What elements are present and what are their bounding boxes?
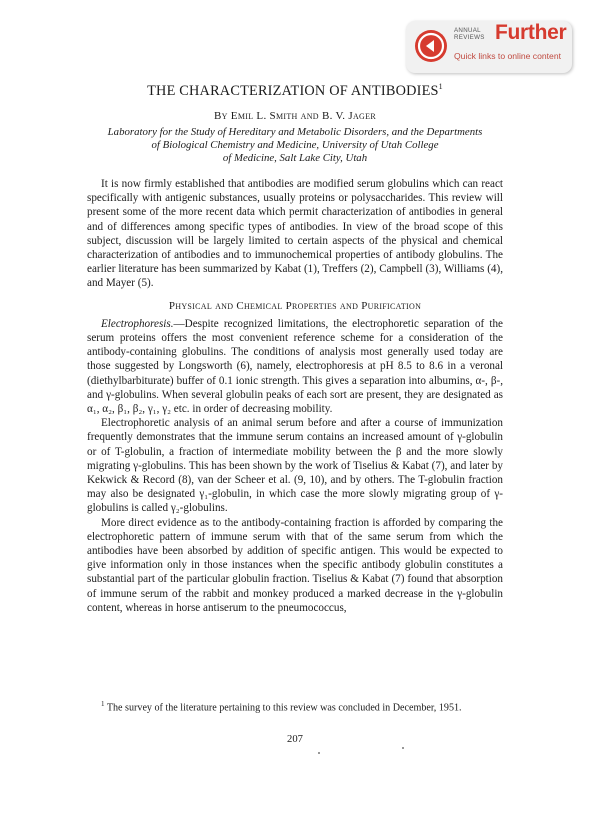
electrophoresis-paragraph — [87, 317, 503, 416]
further-label: Further — [495, 21, 567, 44]
affiliation-line: Laboratory for the Study of Hereditary and Metabolic Disorders, and the Departments — [107, 126, 483, 138]
affiliation — [70, 126, 520, 165]
article-title — [0, 82, 590, 100]
scan-speck — [402, 747, 404, 749]
title-footnote-mark: 1 — [438, 82, 443, 91]
authors: By Emil L. Smith and B. V. Jager — [214, 110, 376, 122]
footnote — [87, 698, 503, 714]
footnote-text: The survey of the literature pertaining to this review was concluded in December, 1951. — [106, 702, 462, 714]
scan-speck — [318, 752, 320, 754]
annual-reviews-logo — [454, 27, 485, 41]
affiliation-line: of Biological Chemistry and Medicine, University of Utah College — [151, 139, 439, 151]
article-body — [87, 177, 503, 615]
title-text: THE CHARACTERIZATION OF ANTIBODIES — [147, 82, 439, 99]
brand-line-1: ANNUAL — [454, 27, 481, 34]
affiliation-line: of Medicine, Salt Lake City, Utah — [222, 152, 368, 164]
page-number: 207 — [287, 734, 303, 745]
paragraph-text: —Despite recognized limitations, the electrophoretic separation of the serum proteins offers the most convenient reference scheme for a consideration of the antibody-containing globulins. The conditions of analysis most generally used today are those suggested by Longsworth (6), namely, electrophoresis at pH 8.5 to 8.6 in a veronal (diethylbarbiturate) buffer of 0.1 ionic strength. This gives a separation into albumins, α-, β-, and γ-globulins. When several globulin peaks of each sort are present, they are designated as α₁, α₂, β₁, β₂, γ₁, γ₂ etc. in order of decreasing mobility. — [87, 317, 503, 416]
footnote-mark: 1 — [101, 700, 105, 708]
intro-paragraph: It is now firmly established that antibodies are modified serum globulins which can react specifically with antigenic substances, usually proteins or polysaccharides. This review will present some of the more recent data which permit characterization of antibodies in general and of differences among specific types of antibodies. In view of the broad scope of this subject, discussion will be largely limited to certain aspects of the physical and chemical characterization of antibodies and to immunochemical properties of antibody globulins. The earlier literature has been summarized by Kabat (1), Treffers (2), Campbell (3), Williams (4), and Mayer (5). — [87, 178, 503, 290]
paragraph-runin-heading: Electrophoresis. — [101, 317, 174, 330]
further-links-banner[interactable] — [406, 21, 572, 73]
brand-line-2: REVIEWS — [454, 34, 485, 41]
banner-subtitle[interactable]: Quick links to online content — [454, 51, 562, 61]
play-icon — [415, 30, 447, 62]
body-paragraph: Electrophoretic analysis of an animal serum before and after a course of immunization frequently demonstrates that the immune serum contains an increased amount of γ-globulin or of T-globulin, a fraction of intermediate mobility between the β and the more slowly migrating γ-globulins. This has been shown by the work of Tiselius & Kabat (7), and later by Kekwick & Record (8), van der Scheer et al. (9, 10), and by others. The T-globulin fraction may also be designated γ₁-globulin, in which case the more slowly migrating group of γ-globulins is called γ₂-globulins. — [87, 417, 503, 515]
section-heading: Physical and Chemical Properties and Purification — [168, 299, 422, 312]
body-paragraph: More direct evidence as to the antibody-containing fraction is afforded by comparing the electrophoretic pattern of immune serum with that of the same serum from which the antibodies have been absorbed by addition of specific antigen. This would be expected to give information only in those instances when the specific antibody globulin constitutes a substantial part of the particular globulin fraction. Tiselius & Kabat (7) found that absorption of immune serum of the rabbit and monkey produced a marked decrease in the γ-globulin content, whereas in horse antiserum to the pneumococcus, — [87, 516, 503, 614]
